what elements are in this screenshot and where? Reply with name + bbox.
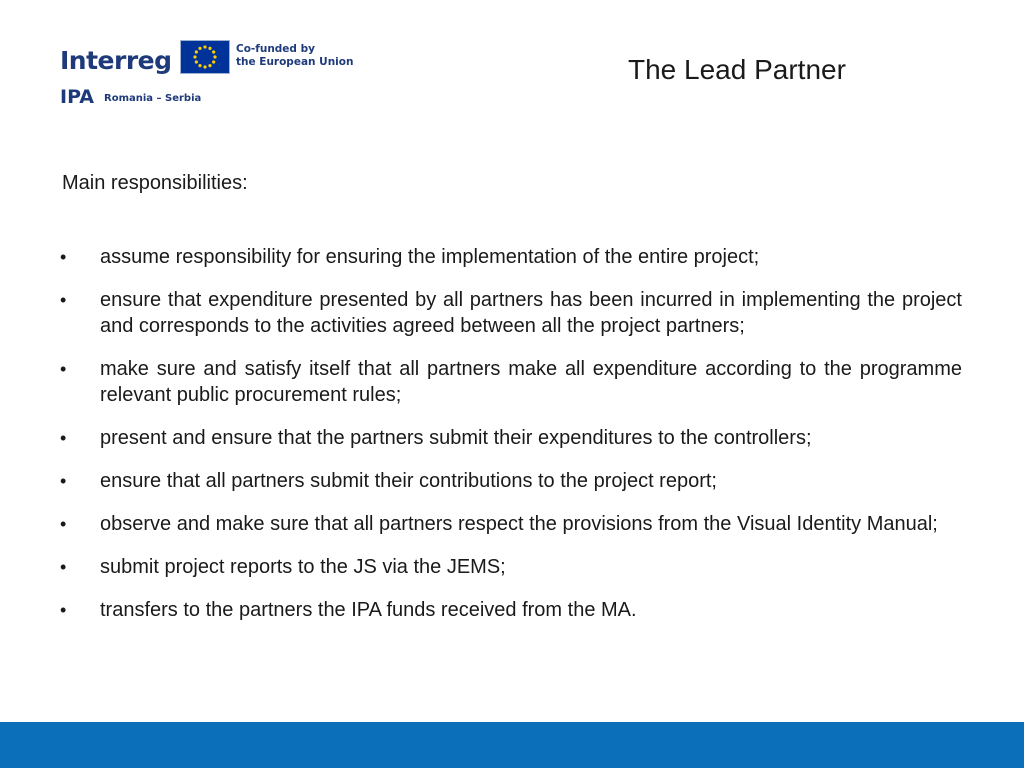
eu-star-icon (203, 65, 206, 68)
logo-block (58, 38, 358, 110)
list-item (60, 597, 962, 623)
bullet-icon: • (60, 359, 67, 379)
list-item (60, 356, 962, 408)
cofunded-label (236, 43, 353, 69)
list-item-text: ensure that expenditure presented by all partners has been incurred in implementing the project and corresponds to the activities agreed between all the project partners; (100, 289, 962, 337)
eu-star-icon (195, 60, 198, 63)
slide-title: The Lead Partner (628, 54, 846, 85)
bullet-icon: • (60, 471, 67, 491)
eu-star-icon (208, 64, 211, 67)
bullet-icon: • (60, 428, 67, 448)
region-label: Romania – Serbia (104, 93, 202, 104)
bullet-icon: • (60, 557, 67, 577)
interreg-logo-text: Interreg (60, 46, 172, 75)
list-item-text: ensure that all partners submit their contributions to the project report; (100, 470, 717, 492)
eu-star-icon (198, 47, 201, 50)
list-item (60, 425, 962, 451)
eu-star-icon (195, 50, 198, 53)
list-item (60, 287, 962, 339)
cofunded-line-1: Co-funded by (236, 43, 315, 55)
eu-star-icon (193, 55, 196, 58)
list-item (60, 244, 962, 270)
eu-star-icon (208, 47, 211, 50)
bullet-icon: • (60, 600, 67, 620)
ipa-logo-text: IPA (60, 86, 94, 108)
eu-star-icon (203, 45, 206, 48)
list-item (60, 511, 962, 537)
list-item-text: present and ensure that the partners submit their expenditures to the controllers; (100, 427, 812, 449)
cofunded-line-2: the European Union (236, 56, 354, 68)
section-subtitle: Main responsibilities: (62, 172, 248, 194)
eu-flag-icon (180, 40, 230, 74)
responsibilities-list (60, 244, 962, 640)
list-item-text: transfers to the partners the IPA funds received from the MA. (100, 599, 637, 621)
list-item-text: submit project reports to the JS via the JEMS; (100, 556, 506, 578)
list-item-text: make sure and satisfy itself that all partners make all expenditure according to the programme relevant public procurement rules; (100, 358, 962, 406)
bullet-icon: • (60, 247, 67, 267)
bullet-icon: • (60, 290, 67, 310)
eu-star-icon (213, 55, 216, 58)
eu-star-icon (212, 50, 215, 53)
list-item (60, 554, 962, 580)
list-item-text: assume responsibility for ensuring the implementation of the entire project; (100, 246, 760, 268)
list-item (60, 468, 962, 494)
list-item-text: observe and make sure that all partners respect the provisions from the Visual Identity Manual; (100, 513, 938, 535)
eu-star-icon (212, 60, 215, 63)
footer-bar (0, 722, 1024, 768)
eu-stars-icon (181, 41, 229, 73)
eu-star-icon (198, 64, 201, 67)
bullet-icon: • (60, 514, 67, 534)
